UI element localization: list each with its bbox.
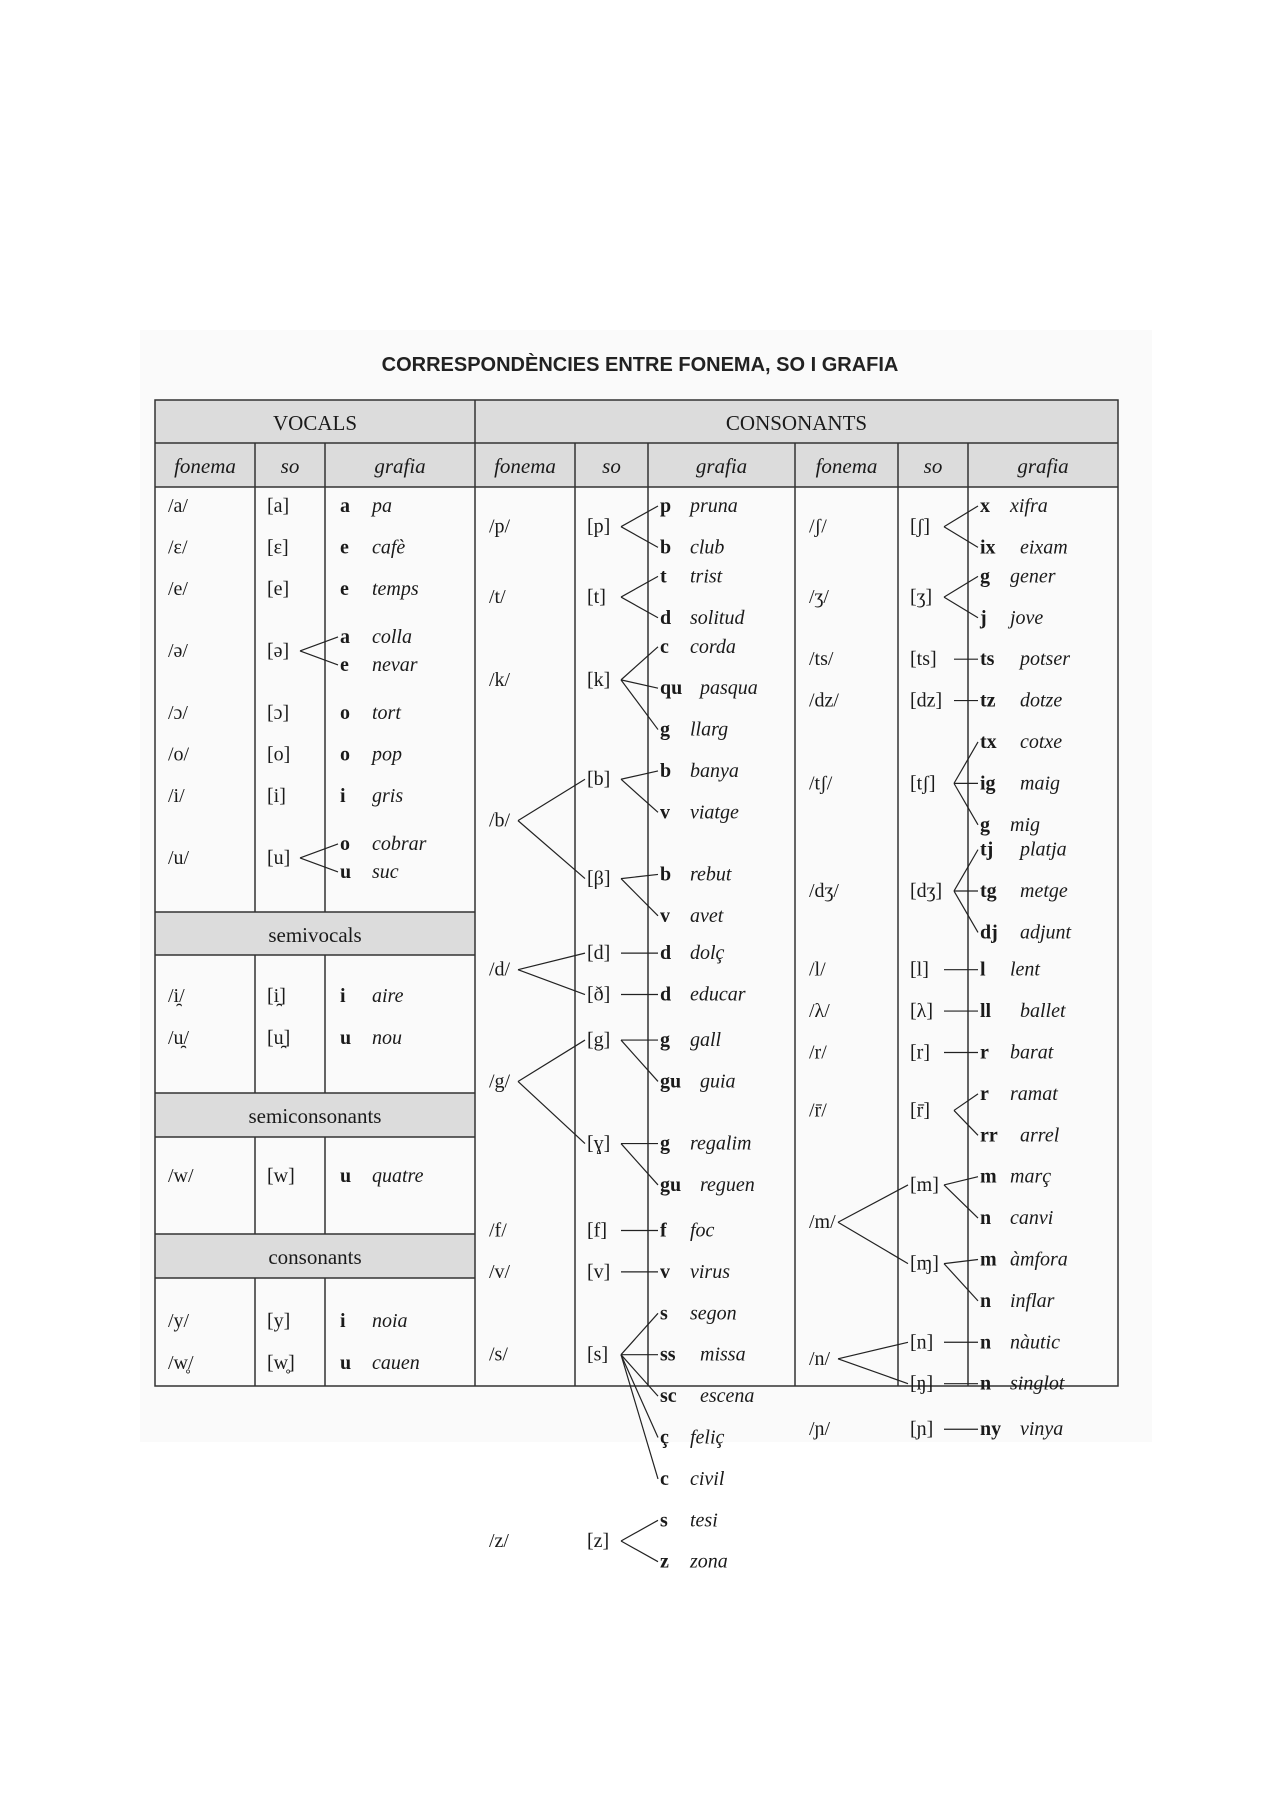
vocal-grafia-letter: e (340, 577, 349, 600)
consonant-grafia-letter: s (660, 1302, 668, 1325)
vocal-so: [i] (267, 784, 286, 807)
vocal-fonema: /o/ (168, 743, 190, 766)
consonant-grafia-letter: x (980, 495, 990, 517)
consonant-grafia-letter: b (660, 759, 672, 782)
consonant-so: [r̄] (910, 1099, 930, 1122)
vocal-grafia-example: nevar (372, 653, 418, 676)
consonant-so: [b] (587, 768, 611, 791)
header-vocals: VOCALS (272, 411, 358, 435)
consonant-grafia-example: trist (690, 565, 723, 588)
semivocal-grafia-letter: i (340, 985, 346, 1007)
consonant-grafia-letter: n (980, 1372, 992, 1395)
consonant-so: [ð] (587, 983, 611, 1006)
consonant-grafia-letter: tg (980, 880, 997, 903)
consonant-so: [ts] (910, 648, 937, 671)
consonant-grafia-example: maig (1020, 772, 1060, 795)
connector-line (621, 527, 658, 548)
vocal-grafia-example: gris (372, 784, 404, 807)
vocal-grafia-letter: o (340, 743, 350, 766)
consonant-grafia-example: inflar (1010, 1289, 1055, 1312)
subheader-so: so (280, 454, 300, 478)
consonant-grafia-letter: c (660, 1467, 669, 1490)
consonant-grafia-example: viatge (690, 801, 739, 824)
consonant-fonema: /p/ (489, 515, 511, 538)
vocal-grafia-letter: i (340, 784, 346, 807)
consonant-grafia-example: nàutic (1010, 1331, 1060, 1354)
consonant-grafia-letter: g (980, 813, 990, 836)
consonant-fonema: /ts/ (809, 648, 834, 671)
header-consonants: CONSONANTS (725, 411, 868, 435)
consonant-left-so: [w̥] (267, 1352, 295, 1374)
consonant-so: [f] (587, 1219, 607, 1242)
consonant-grafia-example: tesi (690, 1509, 718, 1532)
consonant-grafia-example: vinya (1020, 1418, 1064, 1441)
vocal-fonema: /ɔ/ (168, 702, 188, 724)
semivocal-grafia-example: aire (372, 985, 404, 1007)
consonant-grafia-example: banya (690, 759, 739, 782)
consonant-grafia-letter: m (980, 1248, 997, 1271)
connector-line (944, 506, 978, 527)
consonant-grafia-letter: m (980, 1165, 997, 1188)
page-title: CORRESPONDÈNCIES ENTRE FONEMA, SO I GRAFIA (381, 354, 899, 376)
connector-line (954, 783, 978, 824)
consonant-fonema: /f/ (489, 1219, 507, 1242)
consonant-grafia-example: club (690, 536, 725, 559)
consonant-grafia-example: pruna (690, 495, 738, 517)
semiconsonant-grafia-example: quatre (372, 1165, 424, 1187)
consonant-fonema: /v/ (489, 1260, 511, 1283)
vocal-grafia-example: temps (372, 577, 419, 600)
vocal-so: [a] (267, 495, 290, 517)
consonant-grafia-letter: g (980, 565, 990, 588)
consonant-so: [β] (587, 867, 611, 890)
consonant-so: [ʒ] (910, 586, 933, 609)
consonant-grafia-example: zona (690, 1550, 728, 1573)
connector-line (621, 771, 658, 779)
consonant-grafia-example: dotze (1020, 689, 1063, 712)
vocal-grafia-example: colla (372, 625, 412, 648)
connector-line (621, 1355, 658, 1479)
consonant-grafia-example: potser (1020, 648, 1070, 671)
consonant-grafia-example: segon (690, 1302, 737, 1325)
consonant-grafia-example: foc (690, 1219, 715, 1242)
consonant-so: [z] (587, 1530, 610, 1552)
consonant-grafia-letter: b (660, 536, 672, 559)
consonant-grafia-letter: b (660, 863, 672, 886)
consonant-grafia-letter: ll (980, 1000, 992, 1023)
vocal-so: [ɛ] (267, 536, 289, 559)
connector-line (621, 597, 658, 618)
connector-line (944, 1264, 978, 1301)
consonant-grafia-example: àmfora (1010, 1248, 1068, 1271)
consonant-left-grafia-example: noia (372, 1310, 408, 1332)
header-semiconsonants: semiconsonants (248, 1104, 382, 1128)
consonant-grafia-example: ballet (1020, 1000, 1066, 1023)
consonant-so: [λ] (910, 1000, 934, 1023)
connector-line (944, 527, 978, 548)
consonant-so: [ɣ] (587, 1132, 611, 1155)
consonant-grafia-example: jove (1010, 606, 1044, 629)
consonant-fonema: /z/ (489, 1530, 509, 1552)
consonant-so: [m] (910, 1173, 939, 1196)
vocal-so: [ɔ] (267, 702, 290, 724)
consonant-grafia-letter: g (660, 1029, 670, 1052)
consonant-grafia-letter: tz (980, 689, 996, 712)
consonant-grafia-example: gener (1010, 565, 1056, 588)
consonant-grafia-example: corda (690, 635, 736, 658)
vocal-so: [u] (267, 846, 291, 869)
connector-line (954, 850, 978, 891)
connector-line (944, 597, 978, 618)
consonant-grafia-letter: n (980, 1207, 992, 1230)
consonant-fonema: /k/ (489, 668, 511, 691)
vocal-grafia-letter: o (340, 702, 350, 724)
consonant-left-grafia-letter: u (340, 1352, 352, 1374)
consonant-grafia-letter: rr (980, 1124, 998, 1147)
consonant-grafia-example: canvi (1010, 1207, 1054, 1230)
vocal-fonema: /u/ (168, 846, 190, 869)
consonant-grafia-example: ramat (1010, 1082, 1058, 1105)
consonant-grafia-letter: f (660, 1219, 667, 1242)
consonant-grafia-example: guia (700, 1070, 736, 1093)
consonant-grafia-letter: s (660, 1509, 668, 1532)
connector-line (621, 506, 658, 527)
vocal-fonema: /ɛ/ (168, 536, 188, 559)
consonant-grafia-example: adjunt (1020, 921, 1072, 944)
consonant-grafia-letter: ç (660, 1426, 669, 1449)
connector-line (621, 779, 658, 812)
consonant-so: [ʃ] (910, 515, 930, 538)
consonant-grafia-example: regalim (690, 1132, 752, 1155)
consonant-fonema: /b/ (489, 809, 511, 832)
vocal-fonema: /a/ (168, 495, 188, 517)
consonant-so: [ŋ] (910, 1372, 934, 1395)
consonant-grafia-letter: ss (660, 1343, 676, 1366)
connector-line (621, 1541, 658, 1562)
semiconsonant-grafia-letter: u (340, 1165, 352, 1187)
consonant-so: [dʒ] (910, 880, 943, 903)
consonant-grafia-example: llarg (690, 718, 729, 741)
consonant-grafia-example: barat (1010, 1041, 1054, 1064)
connector-line (954, 1094, 978, 1111)
consonant-grafia-letter: sc (660, 1385, 677, 1408)
consonant-grafia-example: escena (700, 1385, 755, 1408)
semiconsonant-fonema: /w/ (168, 1165, 194, 1187)
consonant-so: [ɱ] (910, 1252, 939, 1275)
connector-line (954, 891, 978, 932)
semivocal-fonema: /u̯/ (168, 1027, 190, 1049)
consonant-fonema: /n/ (809, 1347, 831, 1370)
connector-line (621, 576, 658, 597)
vocal-grafia-example: pa (372, 495, 392, 517)
vocal-grafia-letter: o (340, 832, 350, 855)
connector-line (621, 1313, 658, 1354)
consonant-grafia-example: metge (1020, 880, 1068, 903)
consonant-grafia-letter: p (660, 495, 672, 517)
consonant-grafia-letter: tj (980, 838, 994, 861)
consonant-grafia-example: feliç (690, 1426, 725, 1449)
consonant-grafia-example: arrel (1020, 1124, 1060, 1147)
consonant-grafia-example: virus (690, 1260, 730, 1283)
consonant-so: [ɲ] (910, 1418, 934, 1441)
consonant-so: [p] (587, 515, 611, 538)
semiconsonant-so: [w] (267, 1165, 295, 1187)
consonant-grafia-example: educar (690, 983, 746, 1006)
consonant-grafia-letter: ny (980, 1418, 1002, 1441)
consonant-grafia-letter: n (980, 1289, 992, 1312)
consonant-fonema: /dʒ/ (809, 880, 839, 903)
subheader-grafia: grafia (1017, 454, 1069, 478)
subheader-fonema: fonema (174, 454, 236, 478)
semivocal-fonema: /i̯/ (168, 985, 185, 1007)
consonant-grafia-letter: dj (980, 921, 998, 944)
consonant-so: [d] (587, 942, 611, 965)
subheader-fonema: fonema (494, 454, 556, 478)
consonant-grafia-example: civil (690, 1467, 725, 1490)
vocal-grafia-letter: e (340, 653, 349, 676)
consonant-left-grafia-letter: i (340, 1310, 346, 1332)
consonant-grafia-example: gall (690, 1029, 722, 1052)
consonant-fonema: /d/ (489, 958, 511, 981)
consonant-grafia-letter: tx (980, 730, 997, 753)
consonant-grafia-example: lent (1010, 958, 1040, 981)
vocal-grafia-example: tort (372, 702, 401, 724)
connector-line (300, 637, 338, 651)
semivocal-grafia-example: nou (372, 1027, 402, 1049)
consonant-grafia-letter: j (980, 606, 987, 629)
consonant-grafia-example: missa (700, 1343, 746, 1366)
connector-line (944, 576, 978, 597)
connector-line (944, 1185, 978, 1218)
consonant-grafia-letter: d (660, 942, 672, 965)
consonant-fonema: /g/ (489, 1070, 511, 1093)
consonant-left-grafia-example: cauen (372, 1352, 420, 1374)
consonant-grafia-example: solitud (690, 606, 745, 629)
consonant-fonema: /λ/ (809, 1000, 830, 1023)
consonant-so: [r] (910, 1041, 930, 1064)
subheader-so: so (923, 454, 943, 478)
consonant-left-fonema: /w̥/ (168, 1352, 194, 1374)
consonant-grafia-letter: ix (980, 536, 996, 559)
connector-line (621, 874, 658, 878)
consonant-grafia-example: cotxe (1020, 730, 1063, 753)
subheader-grafia: grafia (695, 454, 748, 478)
connector-line (954, 742, 978, 783)
vocal-so: [o] (267, 743, 291, 766)
consonant-fonema: /m/ (809, 1211, 836, 1234)
consonant-grafia-example: dolç (690, 942, 725, 965)
consonant-fonema: /ɲ/ (809, 1418, 831, 1441)
consonant-grafia-example: avet (690, 904, 724, 927)
consonant-grafia-letter: g (660, 1132, 670, 1155)
vocal-so: [ə] (267, 639, 290, 662)
consonant-grafia-letter: gu (660, 1070, 682, 1093)
consonant-so: [t] (587, 586, 606, 609)
consonant-grafia-letter: d (660, 606, 672, 629)
consonant-fonema: /r/ (809, 1041, 827, 1064)
connector-line (300, 651, 338, 665)
semivocal-so: [i̯] (267, 985, 286, 1007)
vocal-grafia-example: pop (372, 743, 402, 766)
consonant-grafia-letter: qu (660, 677, 683, 700)
vocal-grafia-example: suc (372, 860, 399, 883)
consonant-grafia-letter: gu (660, 1173, 682, 1196)
consonant-fonema: /ʒ/ (809, 586, 829, 609)
consonant-so: [s] (587, 1343, 609, 1366)
connector-line (621, 879, 658, 916)
connector-line (621, 647, 658, 680)
connector-line (621, 1040, 658, 1081)
consonant-so: [tʃ] (910, 772, 936, 795)
subheader-so: so (602, 454, 621, 478)
consonant-grafia-example: platja (1020, 838, 1067, 861)
consonant-fonema: /dz/ (809, 689, 839, 712)
vocal-grafia-letter: a (340, 625, 350, 648)
consonant-grafia-letter: r (980, 1082, 989, 1105)
connector-line (954, 1110, 978, 1135)
consonant-fonema: /s/ (489, 1343, 508, 1366)
vocal-grafia-example: cafè (372, 536, 406, 559)
consonant-left-so: [y] (267, 1310, 291, 1332)
connector-line (944, 1177, 978, 1185)
consonant-so: [g] (587, 1029, 611, 1052)
vocal-grafia-letter: a (340, 495, 350, 517)
connector-line (621, 1355, 658, 1438)
consonant-grafia-letter: r (980, 1041, 989, 1064)
connector-line (621, 1144, 658, 1185)
subheader-grafia: grafia (374, 454, 426, 478)
consonant-grafia-example: eixam (1020, 536, 1068, 559)
consonant-so: [dz] (910, 689, 943, 712)
consonant-so: [k] (587, 668, 611, 691)
header-semivocals: semivocals (268, 923, 362, 947)
vocal-fonema: /e/ (168, 577, 188, 600)
consonant-grafia-letter: ts (980, 648, 995, 671)
consonant-grafia-example: març (1010, 1165, 1052, 1188)
consonant-grafia-letter: z (660, 1550, 669, 1573)
consonant-fonema: /r̄/ (809, 1099, 827, 1122)
consonant-grafia-example: pasqua (700, 677, 758, 700)
consonant-grafia-letter: n (980, 1331, 992, 1354)
consonant-grafia-example: reguen (700, 1173, 755, 1196)
connector-line (300, 844, 338, 858)
semivocal-so: [u̯] (267, 1027, 291, 1049)
semivocal-grafia-letter: u (340, 1027, 352, 1049)
consonant-grafia-letter: l (980, 958, 986, 981)
consonant-fonema: /tʃ/ (809, 772, 833, 795)
vocal-so: [e] (267, 577, 290, 600)
vocal-grafia-example: cobrar (372, 832, 427, 855)
consonant-so: [v] (587, 1260, 611, 1283)
connector-line (300, 858, 338, 872)
consonant-grafia-letter: v (660, 1260, 670, 1283)
consonant-grafia-example: xifra (1010, 495, 1048, 517)
vocal-fonema: /i/ (168, 784, 185, 807)
consonant-fonema: /l/ (809, 958, 826, 981)
consonant-left-fonema: /y/ (168, 1310, 190, 1332)
consonant-grafia-letter: c (660, 635, 669, 658)
connector-line (621, 1520, 658, 1541)
vocal-grafia-letter: u (340, 860, 352, 883)
consonant-grafia-letter: ig (980, 772, 996, 795)
consonant-grafia-letter: t (660, 565, 667, 588)
vocal-grafia-letter: e (340, 536, 349, 559)
connector-line (944, 1259, 978, 1263)
consonant-grafia-example: mig (1010, 813, 1040, 836)
header-consonants-small: consonants (268, 1245, 362, 1269)
consonant-grafia-letter: d (660, 983, 672, 1006)
consonant-so: [l] (910, 958, 929, 981)
consonant-grafia-letter: g (660, 718, 670, 741)
subheader-fonema: fonema (815, 454, 878, 478)
vocal-fonema: /ə/ (168, 639, 188, 662)
consonant-grafia-letter: v (660, 904, 670, 927)
consonant-fonema: /t/ (489, 586, 506, 609)
consonant-so: [n] (910, 1331, 934, 1354)
consonant-grafia-example: rebut (690, 863, 732, 886)
consonant-fonema: /ʃ/ (809, 515, 827, 538)
consonant-grafia-example: singlot (1010, 1372, 1065, 1395)
consonant-grafia-letter: v (660, 801, 670, 824)
